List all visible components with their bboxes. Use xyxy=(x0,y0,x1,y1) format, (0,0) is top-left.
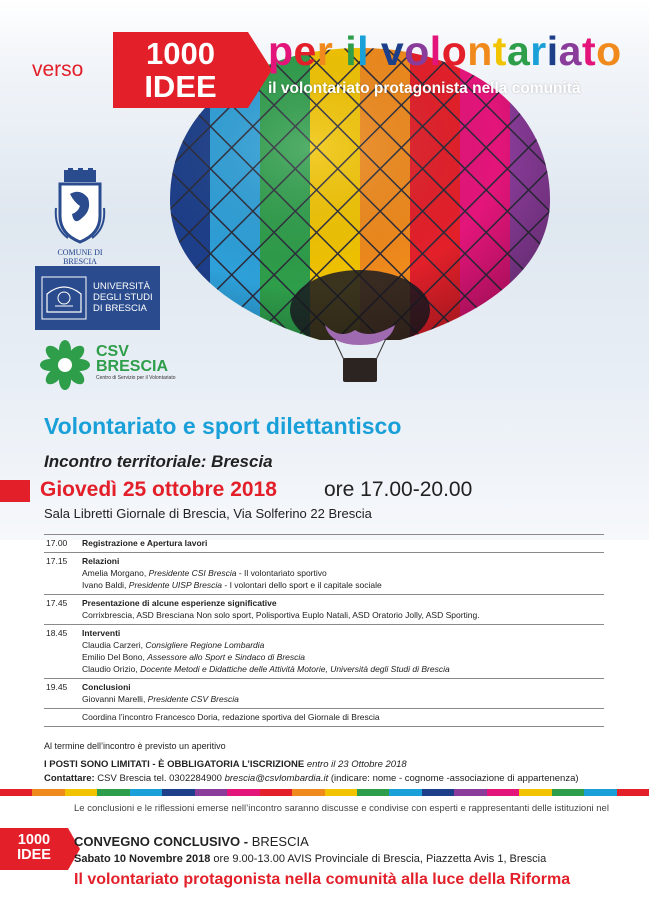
registration-note xyxy=(44,759,407,770)
event-subtitle: Incontro territoriale: Brescia xyxy=(44,452,273,471)
speaker-role: Assessore allo Sport e Sindaco di Brescia xyxy=(147,652,306,662)
title-letter: o xyxy=(596,28,622,74)
idee-logo-badge xyxy=(113,32,248,108)
event-title: Volontariato e sport dilettantisco xyxy=(44,413,402,439)
idee-word: IDEE xyxy=(144,69,217,104)
programme-speaker xyxy=(82,663,604,675)
programme-speaker xyxy=(82,639,604,651)
programme-speaker xyxy=(82,711,604,723)
title-letter: r xyxy=(530,28,547,74)
csv-tagline: Centro di Servizio per il Volontariato xyxy=(96,375,176,381)
stripe-segment xyxy=(552,789,584,796)
programme-heading: Presentazione di alcune esperienze significative xyxy=(82,598,277,608)
title-letter: a xyxy=(506,28,531,74)
title-letter: l xyxy=(357,28,381,74)
unibs-logo xyxy=(35,266,160,330)
speaker-name: Claudia Carzeri, xyxy=(82,640,146,650)
csv-brescia-logo xyxy=(40,338,220,392)
programme-body xyxy=(82,627,604,675)
contact-email[interactable]: brescia@csvlombardia.it xyxy=(224,773,329,784)
programme-heading: Conclusioni xyxy=(82,682,131,692)
programme-body xyxy=(82,597,604,621)
programme-heading: Relazioni xyxy=(82,556,120,566)
programme-speaker xyxy=(82,651,604,663)
contact-phone: CSV Brescia tel. 0302284900 xyxy=(94,773,225,784)
registration-required: I POSTI SONO LIMITATI - È OBBLIGATORIA L’ISCRIZIONE xyxy=(44,759,305,770)
programme-heading: Interventi xyxy=(82,628,121,638)
idee-small-word: IDEE xyxy=(17,847,51,863)
stripe-segment xyxy=(454,789,486,796)
speaker-role: Presidente CSI Brescia xyxy=(148,568,237,578)
programme-body xyxy=(82,537,604,549)
speaker-name: Coordina l’incontro Francesco Doria, redazione sportiva del Giornale di Brescia xyxy=(82,712,380,722)
title-letter: e xyxy=(293,28,317,74)
csv-flower-icon xyxy=(40,340,90,390)
event-date: Giovedì 25 ottobre 2018 xyxy=(40,478,277,501)
unibs-line-3: DI BRESCIA xyxy=(93,303,147,314)
convegno-date xyxy=(74,853,546,865)
title-letter: i xyxy=(345,28,358,74)
programme-time: 19.45 xyxy=(46,682,68,692)
stripe-segment xyxy=(325,789,357,796)
speaker-name: Ivano Baldi, xyxy=(82,580,129,590)
stripe-segment xyxy=(32,789,64,796)
idee-number: 1000 xyxy=(146,36,215,71)
programme-row xyxy=(44,625,604,679)
aperitivo-note: Al termine dell’incontro è previsto un aperitivo xyxy=(44,741,226,751)
contact-label: Contattare: xyxy=(44,773,95,784)
color-stripe xyxy=(0,789,649,796)
idee-small-number: 1000 xyxy=(17,832,51,848)
campaign-subtitle: il volontariato protagonista nella comunità xyxy=(268,80,581,97)
csv-name xyxy=(96,344,168,374)
stripe-segment xyxy=(195,789,227,796)
programme-row xyxy=(44,534,604,553)
speaker-name: Claudio Orizio, xyxy=(82,664,141,674)
speaker-role: Docente Metodi e Didattiche delle Attività Motorie, Università degli Studi di Brescia xyxy=(140,664,450,674)
programme-speaker xyxy=(82,693,604,705)
title-letter: n xyxy=(467,28,493,74)
speaker-name: Giovanni Marelli, xyxy=(82,694,148,704)
stripe-segment xyxy=(260,789,292,796)
speaker-name: Emilio Del Bono, xyxy=(82,652,148,662)
conclusion-text: Le conclusioni e le riflessioni emerse nell’incontro saranno discusse e condivise con esperti e rappresentanti delle istituzioni nel xyxy=(74,803,609,814)
programme-speaker xyxy=(82,609,604,621)
title-letter: v xyxy=(380,28,405,74)
stripe-segment xyxy=(97,789,129,796)
idee-small-badge xyxy=(0,828,68,870)
date-accent-bar xyxy=(0,480,30,502)
convegno-details: ore 9.00-13.00 AVIS Provinciale di Brescia, Piazzetta Avis 1, Brescia xyxy=(210,853,547,865)
csv-name-line-2: BRESCIA xyxy=(96,358,169,375)
stripe-segment xyxy=(227,789,259,796)
speaker-topic: - Il volontariato sportivo xyxy=(236,568,327,578)
programme-time: 18.45 xyxy=(46,628,68,638)
title-letter: l xyxy=(429,28,442,74)
stripe-segment xyxy=(357,789,389,796)
convegno-day: Sabato 10 Novembre 2018 xyxy=(74,853,211,865)
comune-brescia-logo xyxy=(44,168,116,266)
registration-deadline: entro il 23 Ottobre 2018 xyxy=(304,759,407,770)
programme-table xyxy=(44,534,604,727)
stripe-segment xyxy=(389,789,421,796)
programme-row xyxy=(44,553,604,595)
convegno-label: CONVEGNO CONCLUSIVO - xyxy=(74,834,252,849)
unibs-seal-icon xyxy=(41,276,87,320)
stripe-segment xyxy=(617,789,649,796)
convegno-heading xyxy=(74,834,309,849)
title-letter: t xyxy=(581,28,597,74)
comune-crest-icon xyxy=(54,168,106,244)
csv-name-line-1: CSV xyxy=(96,343,129,360)
stripe-segment xyxy=(162,789,194,796)
stripe-segment xyxy=(519,789,551,796)
speaker-topic: - I volontari dello sport e il capitale sociale xyxy=(222,580,382,590)
comune-caption: COMUNE DI BRESCIA xyxy=(57,248,103,266)
programme-heading: Registrazione e Apertura lavori xyxy=(82,538,208,548)
programme-row xyxy=(44,679,604,709)
speaker-role: Presidente CSV Brescia xyxy=(147,694,239,704)
programme-row xyxy=(44,709,604,727)
stripe-segment xyxy=(292,789,324,796)
campaign-title xyxy=(268,28,622,75)
stripe-segment xyxy=(422,789,454,796)
contact-note: (indicare: nome - cognome -associazione di appartenenza) xyxy=(328,773,579,784)
title-letter: t xyxy=(492,28,507,74)
programme-speaker xyxy=(82,567,604,579)
stripe-segment xyxy=(584,789,616,796)
programme-body xyxy=(82,711,604,723)
unibs-line-2: DEGLI STUDI xyxy=(93,292,153,303)
event-time: ore 17.00-20.00 xyxy=(324,478,473,501)
convegno-city: BRESCIA xyxy=(251,834,309,849)
unibs-text xyxy=(93,281,153,314)
title-letter: i xyxy=(546,28,559,74)
event-place: Sala Libretti Giornale di Brescia, Via Solferino 22 Brescia xyxy=(44,506,372,521)
contact-line xyxy=(44,773,579,784)
programme-time: 17.00 xyxy=(46,538,68,548)
title-letter: o xyxy=(404,28,430,74)
speaker-role: Consigliere Regione Lombardia xyxy=(145,640,265,650)
title-letter: p xyxy=(268,28,294,74)
stripe-segment xyxy=(0,789,32,796)
convegno-title: Il volontariato protagonista nella comunità alla luce della Riforma xyxy=(74,871,571,888)
programme-speaker xyxy=(82,579,604,591)
stripe-segment xyxy=(130,789,162,796)
unibs-line-1: UNIVERSITÀ xyxy=(93,281,151,292)
title-letter: a xyxy=(558,28,582,74)
title-letter: r xyxy=(316,28,346,74)
stripe-segment xyxy=(487,789,519,796)
speaker-name: Corrixbrescia, ASD Bresciana Non solo sport, Polisportiva Euplo Natali, ASD Oratorio Jolly, ASD Sporting. xyxy=(82,610,480,620)
title-letter: o xyxy=(441,28,468,74)
programme-time: 17.45 xyxy=(46,598,68,608)
programme-body xyxy=(82,555,604,591)
verso-label: verso xyxy=(32,58,84,81)
programme-row xyxy=(44,595,604,625)
stripe-segment xyxy=(65,789,97,796)
programme-body xyxy=(82,681,604,705)
speaker-role: Presidente UISP Brescia xyxy=(128,580,223,590)
programme-time: 17.15 xyxy=(46,556,68,566)
speaker-name: Amelia Morgano, xyxy=(82,568,149,578)
